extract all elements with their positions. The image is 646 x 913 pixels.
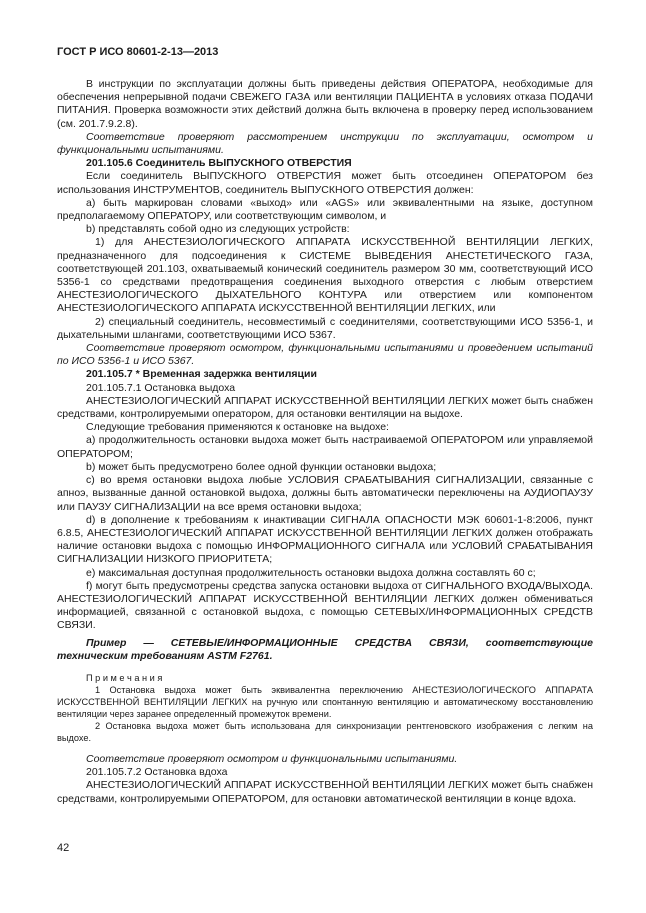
- notes-heading: П р и м е ч а н и я: [86, 672, 163, 683]
- paragraph: Следующие требования применяются к остановке на выдохе:: [86, 421, 389, 434]
- paragraph: Если соединитель ВЫПУСКНОГО ОТВЕРСТИЯ может быть отсоединен ОПЕРАТОРОМ без использования ИНСТРУМЕНТОВ, соединитель ВЫПУСКНОГО ОТВЕРСТИЯ должен:: [57, 170, 593, 196]
- document-body: [57, 78, 593, 806]
- paragraph: В инструкции по эксплуатации должны быть приведены действия ОПЕРАТОРА, необходимые для обеспечения непрерывной подачи СВЕЖЕГО ГАЗА или вентиляции ПАЦИЕНТА в условиях отказа ПОДАЧИ ПИТАНИЯ. Проверка возможности этих действий должна быть включена в проверку перед использованием (см. 201.7.9.2.8).: [57, 78, 593, 130]
- list-item: c) во время остановки выдоха любые УСЛОВИЯ СРАБАТЫВАНИЯ СИГНАЛИЗАЦИИ, связанные с апноэ, вызванные данной остановкой выдоха, должны быть автоматически переключены на АУДИОПАУЗУ или ПАУЗУ СИГНАЛИЗАЦИИ на все время остановки выдоха;: [57, 474, 593, 513]
- subsection-heading: 201.105.7.1 Остановка выдоха: [86, 381, 236, 394]
- note-item: 2 Остановка выдоха может быть использована для синхронизации рентгеновского изображения с легким на выдохе.: [57, 720, 593, 743]
- example-note: Пример — СЕТЕВЫЕ/ИНФОРМАЦИОННЫЕ СРЕДСТВА СВЯЗИ, соответствующие техническим требованиям ASTM F2761.: [57, 636, 593, 662]
- list-item: b) может быть предусмотрено более одной функции остановки выдоха;: [86, 460, 437, 473]
- compliance-note: Соответствие проверяют осмотром, функциональными испытаниями и проведением испытаний по ИСО 5356-1 и ИСО 5367.: [57, 342, 593, 368]
- compliance-note: Соответствие проверяют осмотром и функциональными испытаниями.: [86, 752, 458, 765]
- sub-list-item: 1) для АНЕСТЕЗИОЛОГИЧЕСКОГО АППАРАТА ИСКУССТВЕННОЙ ВЕНТИЛЯЦИИ ЛЕГКИХ, предназначенного для подсоединения к СИСТЕМЕ ВЫВЕДЕНИЯ АНЕСТЕТИЧЕСКОГО ГАЗА, соответствующей 201.103, охватываемый конический соединитель размером 30 мм, соответствующий ИСО 5356-1 со средствами предотвращения соединения выходного отверстия с любым отверстием АНЕСТЕЗИОЛОГИЧЕСКОГО ДЫХАТЕЛЬНОГО КОНТУРА или отверстием или компонентом АНЕСТЕЗИОЛОГИЧЕСКОГО АППАРАТА ИСКУССТВЕННОЙ ВЕНТИЛЯЦИИ ЛЕГКИХ, или: [57, 236, 593, 315]
- note-item: 1 Остановка выдоха может быть эквивалентна переключению АНЕСТЕЗИОЛОГИЧЕСКОГО АППАРАТА ИСКУССТВЕННОЙ ВЕНТИЛЯЦИИ ЛЕГКИХ на ручную или спонтанную вентиляцию и автоматическому восстановлению вентиляции через заранее определенный промежуток времени.: [57, 684, 593, 719]
- page-number: 42: [57, 842, 70, 854]
- subsection-heading: 201.105.7.2 Остановка вдоха: [86, 766, 228, 779]
- list-item: e) максимальная доступная продолжительность остановки выдоха должна составлять 60 с;: [86, 566, 536, 579]
- section-heading: 201.105.6 Соединитель ВЫПУСКНОГО ОТВЕРСТИЯ: [86, 157, 352, 170]
- list-item: b) представлять собой одно из следующих устройств:: [86, 223, 350, 236]
- list-item: a) продолжительность остановки выдоха может быть настраиваемой ОПЕРАТОРОМ или управляемой ОПЕРАТОРОМ;: [57, 434, 593, 460]
- sub-list-item: 2) специальный соединитель, несовместимый с соединителями, соответствующими ИСО 5356-1, и дыхательными шлангами, соответствующими ИСО 5367.: [57, 315, 593, 341]
- document-header: ГОСТ Р ИСО 80601-2-13—2013: [57, 46, 219, 58]
- list-item: d) в дополнение к требованиям к инактивации СИГНАЛА ОПАСНОСТИ МЭК 60601-1-8:2006, пункт 6.8.5, АНЕСТЕЗИОЛОГИЧЕСКИЙ АППАРАТ ИСКУССТВЕННОЙ ВЕНТИЛЯЦИИ ЛЕГКИХ должен отображать наличие остановки выдоха с помощью ИНФОРМАЦИОННОГО СИГНАЛА или УСЛОВИЙ СРАБАТЫВАНИЯ СИГНАЛИЗАЦИИ НИЗКОГО ПРИОРИТЕТА;: [57, 513, 593, 566]
- paragraph: АНЕСТЕЗИОЛОГИЧЕСКИЙ АППАРАТ ИСКУССТВЕННОЙ ВЕНТИЛЯЦИИ ЛЕГКИХ может быть снабжен средствами, контролируемыми ОПЕРАТОРОМ, для остановки автоматической вентиляции в конце вдоха.: [57, 779, 593, 805]
- compliance-note: Соответствие проверяют рассмотрением инструкции по эксплуатации, осмотром и функциональными испытаниями.: [57, 130, 593, 157]
- paragraph: АНЕСТЕЗИОЛОГИЧЕСКИЙ АППАРАТ ИСКУССТВЕННОЙ ВЕНТИЛЯЦИИ ЛЕГКИХ может быть снабжен средствами, контролируемыми оператором, для остановки вентиляции на выдохе.: [57, 394, 593, 421]
- list-item: f) могут быть предусмотрены средства запуска остановки выдоха от СИГНАЛЬНОГО ВХОДА/ВЫХОДА. АНЕСТЕЗИОЛОГИЧЕСКИЙ АППАРАТ ИСКУССТВЕННОЙ ВЕНТИЛЯЦИИ ЛЕГКИХ должен обмениваться информацией, связанной с остановкой выдоха, с помощью СЕТЕВЫХ/ИНФОРМАЦИОННЫХ СРЕДСТВ СВЯЗИ.: [57, 579, 593, 632]
- list-item: a) быть маркирован словами «выход» или «AGS» или эквивалентными на языке, доступном предполагаемому ОПЕРАТОРУ, или соответствующим символом, и: [57, 196, 593, 223]
- section-heading: 201.105.7 * Временная задержка вентиляции: [86, 368, 317, 381]
